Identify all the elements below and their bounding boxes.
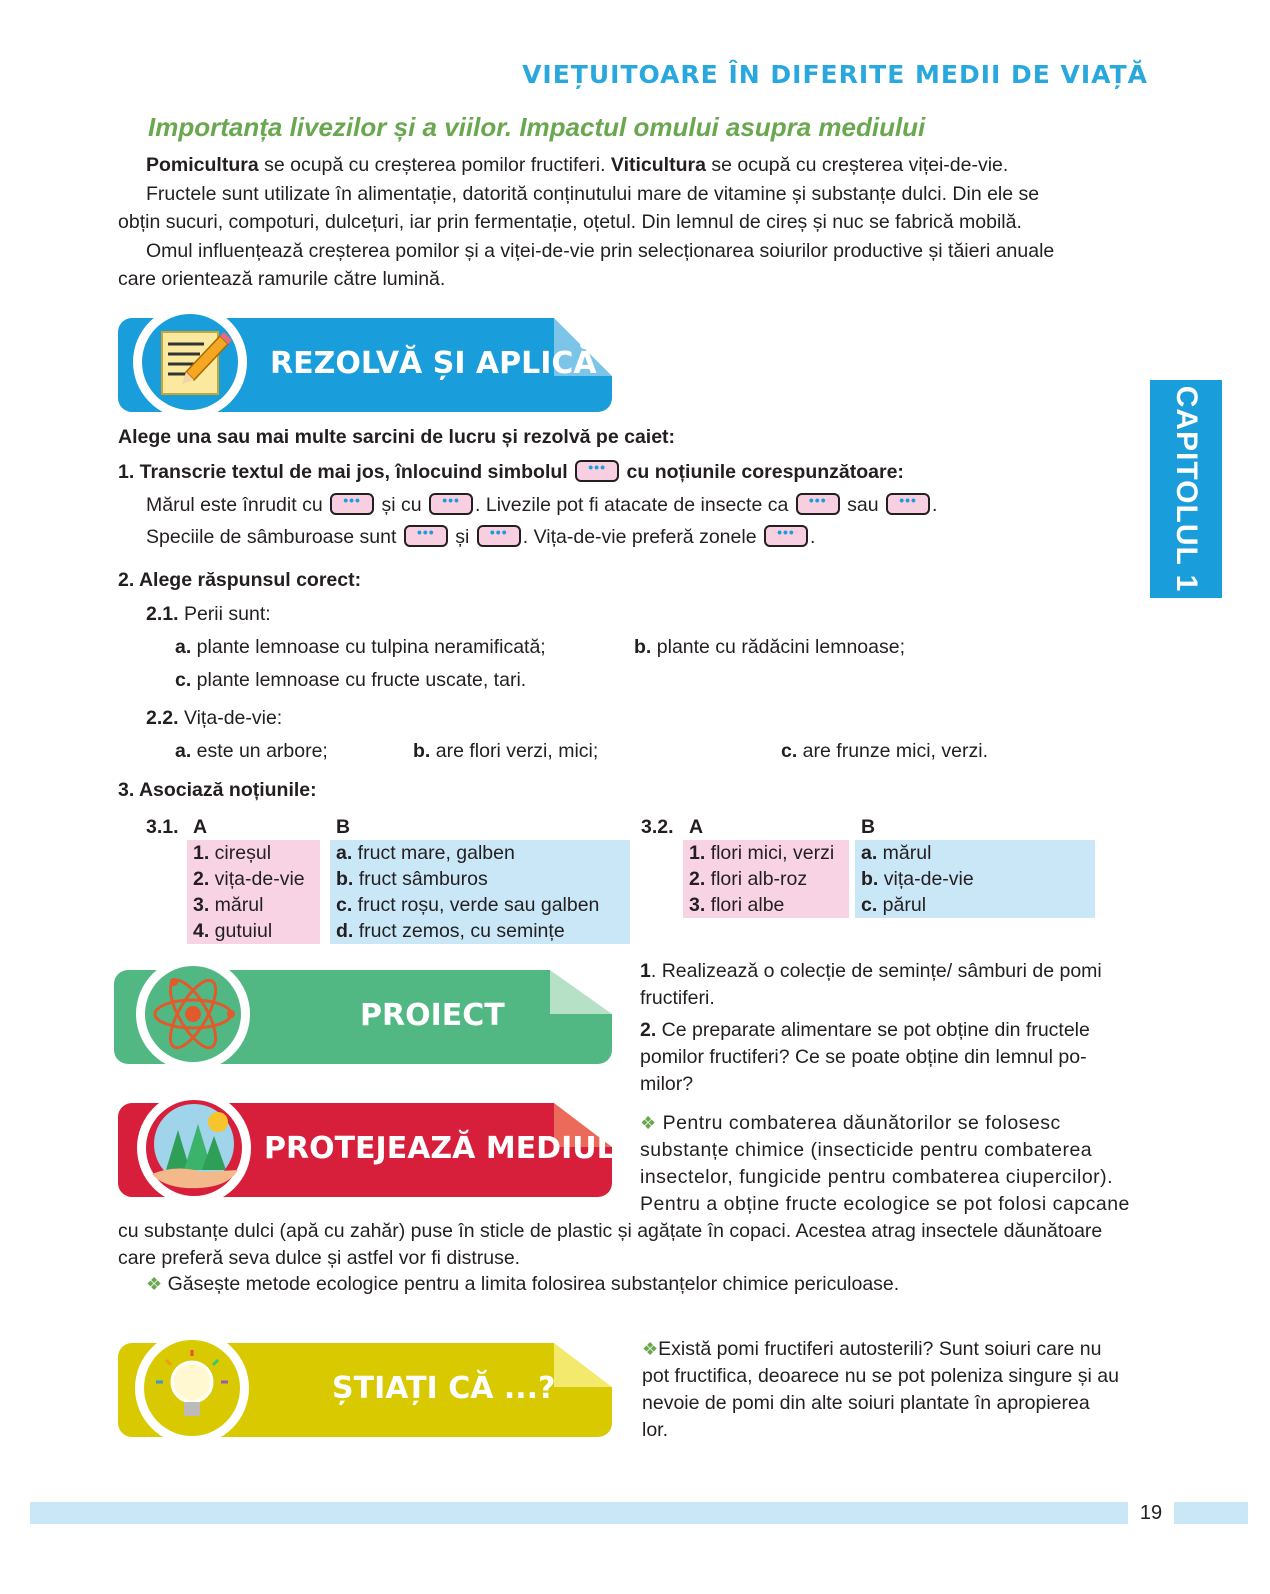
t21-num: 2.1. [146,603,179,625]
t1-l2-a: Speciile de sâmburoase sunt [146,526,397,548]
task-3-2-num: 3.2. [641,816,674,838]
option-2-2-b [413,740,598,763]
task-1-line-2 [146,525,815,549]
mediul-line: substanțe chimice (insecticide pentru combaterea [640,1139,1093,1161]
t1-l1-b: și cu [381,494,422,516]
list-item: c. părul [861,894,927,916]
task-1-text-b: cu noțiunile corespunzătoare: [626,461,904,483]
stiati-line: pot fructifica, deoarece nu se pot poleniza singure și au [642,1365,1119,1387]
proiect-item-2 [640,1017,1090,1098]
option-2-1-a [175,636,546,659]
mediul-line: care preferă seva dulce și astfel vor fi distruse. [118,1247,521,1269]
proiect-text: pomilor fructiferi? Ce se poate obține din lemnul po- [640,1046,1087,1068]
proiect-text: milor? [640,1073,694,1095]
atom-icon [145,966,241,1062]
proiect-banner-label: PROIECT [360,998,505,1033]
opt-letter: c. [175,669,192,691]
mediul-task [146,1273,899,1296]
paragraph-3-line2: care orientează ramurile către lumină. [118,268,446,290]
blank-icon [764,525,808,547]
stiati-line: Există pomi fructiferi autosterili? Sunt soiuri care nu [658,1338,1102,1360]
list-item: 2. vița-de-vie [193,868,305,890]
term-pomicultura: Pomicultura [146,154,259,176]
page-number: 19 [1128,1497,1174,1529]
proiect-text: fructiferi. [640,987,715,1009]
list-item: 2. flori alb-roz [689,868,808,890]
t22-num: 2.2. [146,707,179,729]
task-3-1-num: 3.1. [146,816,179,838]
opt-text: plante lemnoase cu tulpina neramificată; [191,636,546,658]
option-2-1-c [175,669,526,692]
mediul-line: Găsește metode ecologice pentru a limita folosirea substanțelor chimice periculoase. [167,1273,900,1295]
t21-text: Perii sunt: [178,603,271,625]
diamond-icon: ❖ [146,1274,163,1294]
list-item: b. vița-de-vie [861,868,974,890]
opt-text: plante cu rădăcini lemnoase; [651,636,905,658]
list-item: b. fruct sâmburos [336,868,488,890]
diamond-icon: ❖ [640,1113,657,1133]
t1-l2-d: . [809,526,816,548]
t1-l1-e: . [932,494,938,516]
stiati-line: lor. [642,1419,669,1441]
lesson-title: Importanța livezilor și a viilor. Impactul omului asupra mediului [148,112,926,142]
lightbulb-icon [144,1340,240,1436]
opt-letter: a. [175,636,192,658]
task-3: 3. Asociază noțiunile: [118,779,317,801]
t22-text: Vița-de-vie: [178,707,283,729]
option-2-2-a [175,740,328,763]
blank-icon [477,525,521,547]
notepad-pencil-icon [142,314,238,410]
banner-fold [554,1343,612,1387]
chapter-side-label: CAPITOLUL 1 [1170,385,1203,593]
opt-text: este un arbore; [191,740,328,762]
proiect-item-1 [640,958,1102,1012]
tasks-intro: Alege una sau mai multe sarcini de lucru și rezolvă pe caiet: [118,426,676,448]
list-item: d. fruct zemos, cu semințe [336,920,565,942]
task-1-line-1 [146,493,937,517]
lightbulb-icon-circle [135,1331,249,1445]
table-3-2-a [683,840,849,918]
nature-icon-circle [137,1091,251,1205]
opt-text: are flori verzi, mici; [430,740,599,762]
list-item: 4. gutuiul [193,920,273,942]
opt-text: are frunze mici, verzi. [797,740,988,762]
proiect-num: 2. [640,1019,657,1041]
option-2-2-c [781,740,988,763]
notepad-icon-circle [133,305,247,419]
col-b-header: B [861,816,876,838]
diamond-icon: ❖ [642,1339,659,1359]
proiect-num: 1 [640,960,651,982]
table-3-1-a [187,840,320,944]
table-3-2-b [855,840,1095,918]
atom-icon-circle [136,957,250,1071]
list-item: a. fruct mare, galben [336,842,515,864]
mediul-line: cu substanțe dulci (apă cu zahăr) puse în sticle de plastic și agățate în copaci. Acestea atrag insectele dăunătoare [118,1220,1103,1242]
col-a-header: A [193,816,208,838]
rezolva-banner-label: REZOLVĂ ȘI APLICĂ [270,346,597,381]
list-item: 3. flori albe [689,894,785,916]
table-3-1-b [330,840,630,944]
proiect-text: Ce preparate alimentare se pot obține din fructele [656,1019,1090,1041]
mediul-line: Pentru a obține fructe ecologice se pot folosi capcane [640,1193,1130,1215]
protejeaza-banner-label: PROTEJEAZĂ MEDIUL [264,1131,616,1166]
blank-icon [429,493,473,515]
blank-icon [404,525,448,547]
opt-text: plante lemnoase cu fructe uscate, tari. [191,669,527,691]
opt-letter: b. [634,636,652,658]
task-1 [118,460,904,484]
option-2-1-b [634,636,905,659]
opt-letter: b. [413,740,431,762]
opt-letter: c. [781,740,798,762]
mediul-line: insectelor, fungicide pentru combaterea ciupercilor). [640,1166,1114,1188]
proiect-text: . Realizează o colecție de semințe/ sâmburi de pomi [650,960,1102,982]
list-item: a. mărul [861,842,932,864]
list-item: c. fruct roșu, verde sau galben [336,894,600,916]
blank-icon [330,493,374,515]
mediul-text-cont [118,1218,1102,1272]
list-item: 3. mărul [193,894,264,916]
term-viticultura: Viticultura [610,154,706,176]
chapter-header: VIEȚUITOARE ÎN DIFERITE MEDII DE VIAȚĂ [522,60,1148,89]
list-item: 1. flori mici, verzi [689,842,835,864]
blank-icon [886,493,930,515]
list-item: 1. cireșul [193,842,272,864]
blank-icon [796,493,840,515]
t1-l2-c: . Vița-de-vie preferă zonele [522,526,757,548]
paragraph-1 [146,151,1008,180]
banner-fold [550,970,612,1014]
stiati-banner-label: ȘTIAȚI CĂ ...? [332,1371,556,1406]
task-2: 2. Alege răspunsul corect: [118,569,362,591]
paragraph-3-line1: Omul influențează creșterea pomilor și a viței-de-vie prin selecționarea soiurilor productive și tăieri anuale [146,240,1055,262]
dots-symbol-icon [575,460,619,482]
mediul-line: Pentru combaterea dăunătorilor se folosesc [662,1112,1061,1134]
chapter-side-tab [1150,380,1222,598]
p1-text2: se ocupă cu creșterea viței-de-vie. [705,154,1009,176]
stiati-text-block [642,1336,1119,1444]
stiati-line: nevoie de pomi din alte soiuri plantate în apropierea [642,1392,1090,1414]
t1-l1-c: . Livezile pot fi atacate de insecte ca [475,494,789,516]
t1-l1-a: Mărul este înrudit cu [146,494,323,516]
t1-l1-d: sau [847,494,879,516]
paragraph-2-line2: obțin sucuri, compoturi, dulcețuri, iar prin fermentație, oțetul. Din lemnul de cireș și nuc se fabrică mobilă. [118,211,1022,233]
mediul-text-block [640,1110,1130,1218]
col-b-header: B [336,816,351,838]
task-2-2 [146,707,282,730]
task-2-1 [146,603,271,626]
t1-l2-b: și [455,526,470,548]
hand-nature-icon [146,1100,242,1196]
col-a-header: A [689,816,704,838]
p1-text1: se ocupă cu creșterea pomilor fructiferi. [258,154,611,176]
opt-letter: a. [175,740,192,762]
task-1-text-a: 1. Transcrie textul de mai jos, înlocuind simbolul [118,461,568,483]
footer-bar [30,1502,1248,1524]
paragraph-2-line1: Fructele sunt utilizate în alimentație, datorită conținutului mare de vitamine și substanțe dulci. Din ele se [146,183,1040,205]
